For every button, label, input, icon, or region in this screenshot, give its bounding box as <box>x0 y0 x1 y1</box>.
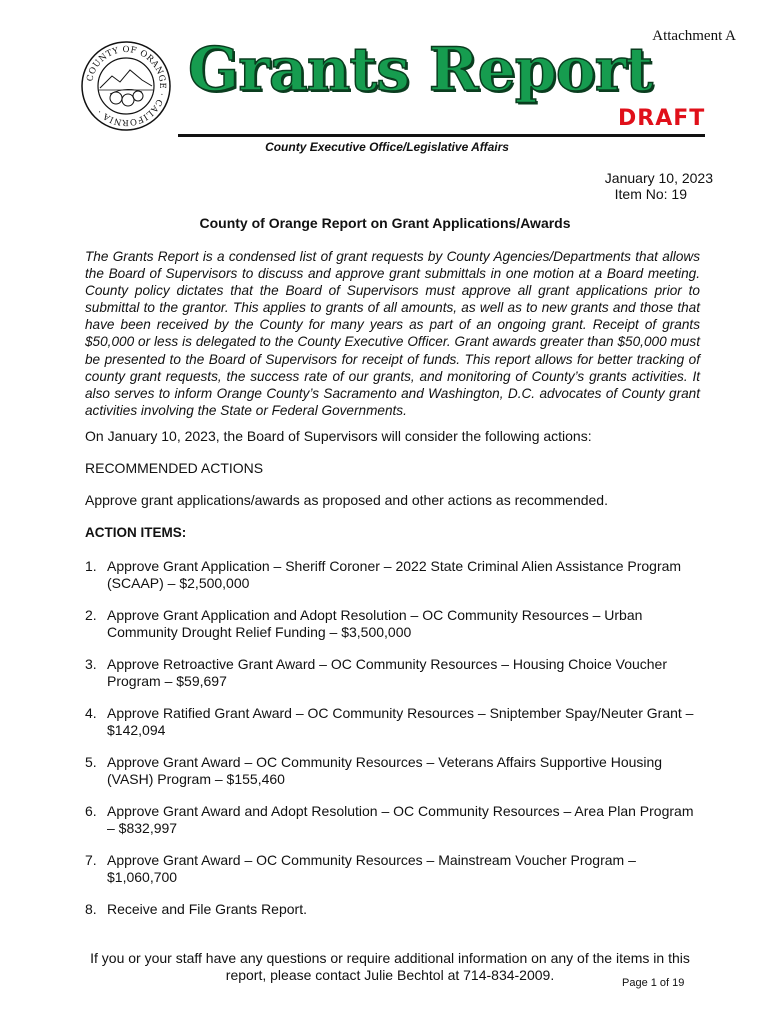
action-item: 2. Approve Grant Application and Adopt Resolution – OC Community Resources – Urban Community Drought Relief Funding – $3,500,000 <box>85 607 643 640</box>
office-name: County Executive Office/Legislative Affairs <box>265 140 509 154</box>
action-item: 7. Approve Grant Award – OC Community Resources – Mainstream Voucher Program – $1,060,700 <box>85 852 636 885</box>
action-item: 8. Receive and File Grants Report. <box>85 901 307 917</box>
action-item: 5. Approve Grant Award – OC Community Resources – Veterans Affairs Supportive Housing (VASH) Program – $155,460 <box>85 754 663 787</box>
action-items-heading: ACTION ITEMS: <box>85 525 187 540</box>
section-heading: County of Orange Report on Grant Applications/Awards <box>199 215 571 231</box>
recommended-actions-text: Approve grant applications/awards as proposed and other actions as recommended. <box>85 492 608 508</box>
recommended-actions-heading: RECOMMENDED ACTIONS <box>85 460 264 476</box>
svg-text:COUNTY OF ORANGE · CALIFORNIA: COUNTY OF ORANGE · CALIFORNIA · <box>85 44 168 128</box>
intro-paragraph: The Grants Report is a condensed list of grant requests by County Agencies/Departments that allows the Board of Supervisors to discuss and approve grant submittals in one motion at a Board meeting. County policy dictates that the Board of Supervisors must approve all grant applications prior to submittal to the grantor. This applies to grants of all amounts, as well as to new grants and those that have been received by the County for many years as part of an ongoing grant. Receipt of grants $50,000 or less is delegated to the County Executive Officer. Grant awards greater than $50,000 must be presented to the Board of Supervisors for receipt of funds. This report allows for better tracking of county grant requests, the success rate of our grants, and monitoring of County’s grants activities. It also serves to inform Orange County’s Sacramento and Washington, D.C. advocates of County grant activities involving the State or Federal Governments. <box>85 249 700 418</box>
county-seal-logo <box>80 40 172 132</box>
consider-statement: On January 10, 2023, the Board of Supervisors will consider the following actions: <box>85 428 592 444</box>
action-item: 6. Approve Grant Award and Adopt Resolution – OC Community Resources – Area Plan Program – $832,997 <box>85 803 694 836</box>
action-item: 3. Approve Retroactive Grant Award – OC Community Resources – Housing Choice Voucher Program – $59,697 <box>85 656 668 689</box>
report-title: Grants Report <box>188 35 653 105</box>
contact-note: If you or your staff have any questions or require additional information on any of the items in this report, please contact Julie Bechtol at 714-834-2009. <box>90 950 690 983</box>
header-divider <box>178 134 705 137</box>
action-item: 4. Approve Ratified Grant Award – OC Community Resources – Sniptember Spay/Neuter Grant – $142,094 <box>85 705 694 738</box>
action-items-list <box>85 558 700 934</box>
attachment-label: Attachment A <box>652 28 736 44</box>
item-number: Item No: 19 <box>614 186 687 202</box>
report-date: January 10, 2023 <box>604 170 713 186</box>
action-item: 1. Approve Grant Application – Sheriff Coroner – 2022 State Criminal Alien Assistance Program (SCAAP) – $2,500,000 <box>85 558 682 591</box>
draft-label: DRAFT <box>618 106 706 131</box>
page-number: Page 1 of 19 <box>622 977 685 989</box>
